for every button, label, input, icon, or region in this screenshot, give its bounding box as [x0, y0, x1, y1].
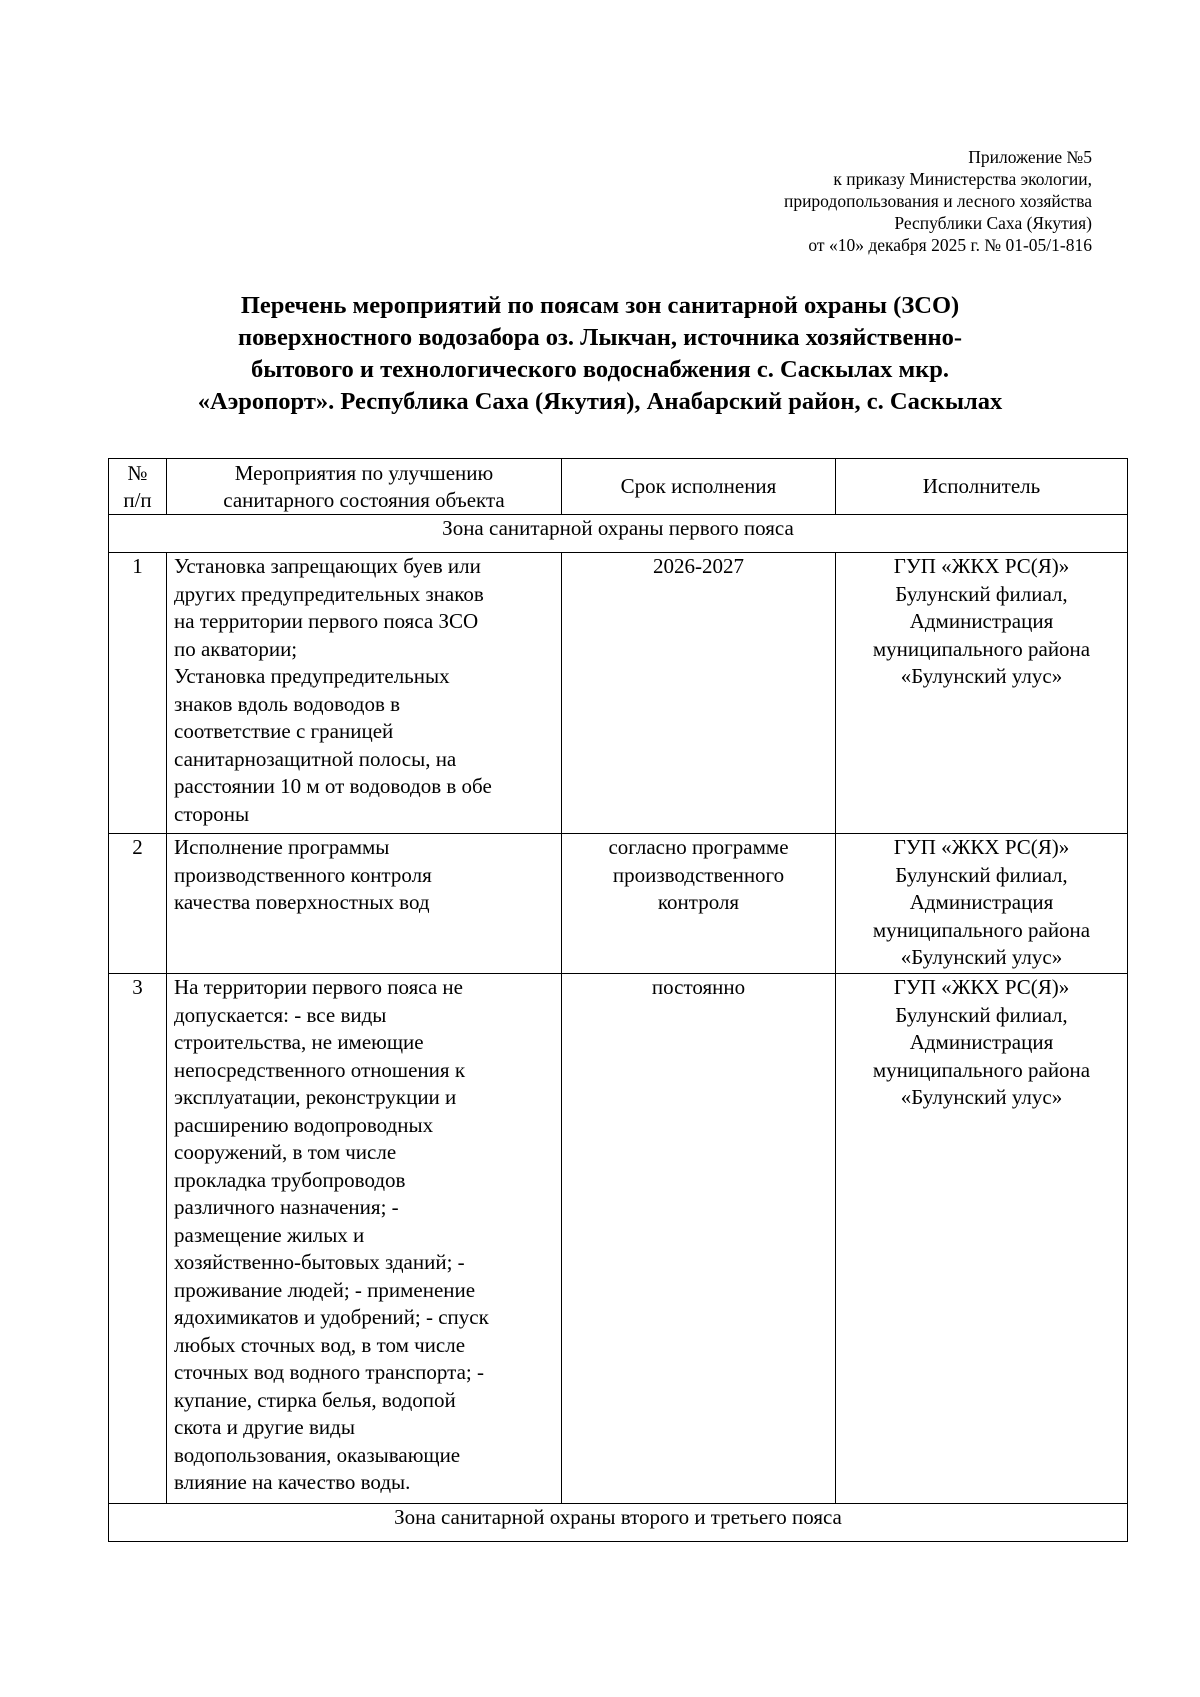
table-row [109, 834, 1128, 974]
row-number: 3 [109, 974, 167, 1504]
row-executor: ГУП «ЖКХ РС(Я)» Булунский филиал, Администрация муниципального района «Булунский улус» [836, 974, 1128, 1504]
row-activity: Исполнение программы производственного контроля качества поверхностных вод [167, 834, 562, 974]
table-row [109, 974, 1128, 1504]
zone-heading-row [109, 1504, 1128, 1542]
title-line: «Аэропорт». Республика Саха (Якутия), Анабарский район, с. Саскылах [197, 388, 1003, 415]
table-header-row [109, 459, 1128, 515]
title-line: бытового и технологического водоснабжения с. Саскылах мкр. [250, 356, 950, 383]
header-activity: Мероприятия по улучшению санитарного состояния объекта [167, 459, 562, 515]
header-num: № п/п [109, 459, 167, 515]
document-title [100, 290, 1100, 418]
header-term: Срок исполнения [562, 459, 836, 515]
appendix-line: к приказу Министерства экологии, [833, 169, 1092, 189]
measures-table [108, 458, 1128, 1542]
title-line: Перечень мероприятий по поясам зон санитарной охраны (ЗСО) [240, 292, 960, 319]
appendix-line: от «10» декабря 2025 г. № 01-05/1-816 [808, 235, 1092, 255]
zone-heading-row [109, 515, 1128, 553]
row-activity: На территории первого пояса не допускается: - все виды строительства, не имеющие непосредственного отношения к эксплуатации, реконструкции и расширению водопроводных сооружений, в том числе прокладка трубопроводов различного назначения; - размещение жилых и хозяйственно-бытовых зданий; - проживание людей; - применение ядохимикатов и удобрений; - спуск любых сточных вод, в том числе сточных вод водного транспорта; - купание, стирка белья, водопой скота и другие виды водопользования, оказывающие влияние на качество воды. [167, 974, 562, 1504]
title-line: поверхностного водозабора оз. Лыкчан, источника хозяйственно- [237, 324, 963, 351]
appendix-reference [532, 146, 1092, 256]
row-executor: ГУП «ЖКХ РС(Я)» Булунский филиал, Администрация муниципального района «Булунский улус» [836, 834, 1128, 974]
zone-heading-first-belt: Зона санитарной охраны первого пояса [109, 515, 1128, 553]
row-number: 2 [109, 834, 167, 974]
header-executor: Исполнитель [836, 459, 1128, 515]
row-activity: Установка запрещающих буев или других предупредительных знаков на территории первого пояса ЗСО по акватории; Установка предупредительных знаков вдоль водоводов в соответствие с границей санитарнозащитной полосы, на расстоянии 10 м от водоводов в обе стороны [167, 553, 562, 834]
row-term: 2026-2027 [562, 553, 836, 834]
row-term: постоянно [562, 974, 836, 1504]
zone-heading-second-third-belt: Зона санитарной охраны второго и третьего пояса [109, 1504, 1128, 1542]
appendix-line: Приложение №5 [968, 147, 1092, 167]
row-number: 1 [109, 553, 167, 834]
appendix-line: природопользования и лесного хозяйства [783, 191, 1092, 211]
row-executor: ГУП «ЖКХ РС(Я)» Булунский филиал, Администрация муниципального района «Булунский улус» [836, 553, 1128, 834]
appendix-line: Республики Саха (Якутия) [894, 213, 1092, 233]
table-row [109, 553, 1128, 834]
row-term: согласно программе производственного контроля [562, 834, 836, 974]
